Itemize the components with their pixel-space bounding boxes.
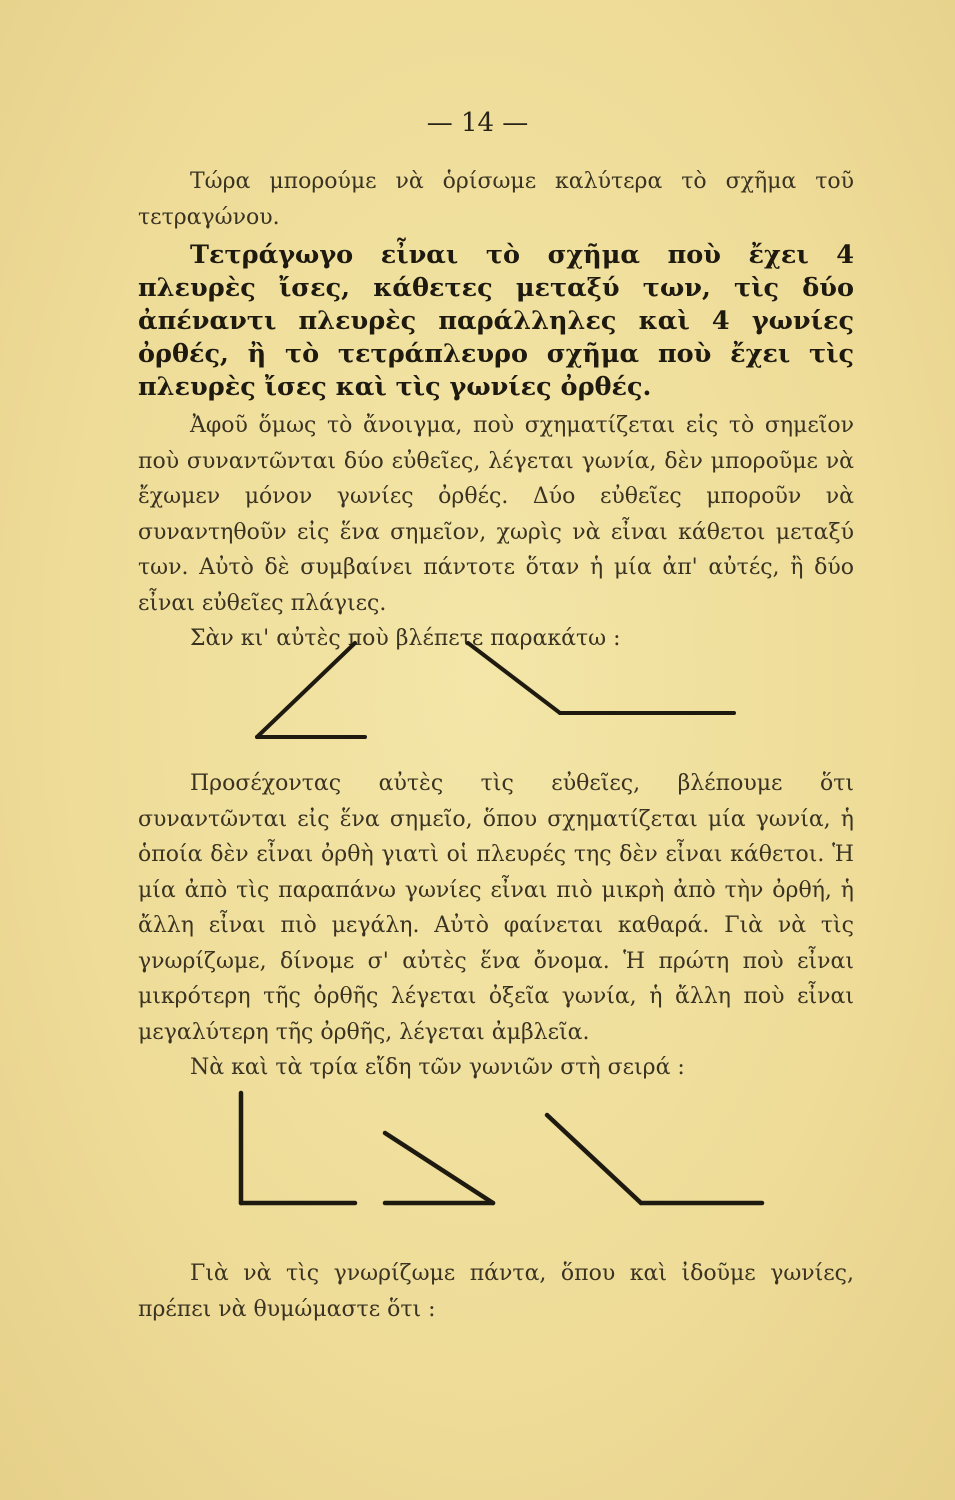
text-section-top — [138, 164, 854, 657]
text-section-middle — [138, 766, 854, 1086]
obtuse-angle-drawing-2 — [547, 1115, 762, 1203]
obtuse-angle-drawing — [468, 643, 734, 713]
lead-in-three-angles: Νὰ καὶ τὰ τρία εἴδη τῶν γωνιῶν στὴ σειρά : — [190, 1055, 685, 1080]
square-definition-paragraph: Τετράγωγο εἶναι τὸ σχῆμα ποὺ ἔχει 4 πλευρὲς ἴσες, κάθετες μεταξύ των, τὶς δύο ἀπέναντι πλευρὲς παράλληλες καὶ 4 γωνίες ὀρθές, ἢ τὸ τετράπλευρο σχῆμα ποὺ ἔχει τὶς πλευρὲς ἴσες καὶ τὶς γωνίες ὀρθές. — [138, 240, 854, 402]
intro-paragraph: Τώρα μπορούμε νὰ ὁρίσωμε καλύτερα τὸ σχῆμα τοῦ τετραγώνου. — [138, 169, 854, 230]
acute-angle-drawing-2 — [385, 1133, 493, 1203]
acute-angle-drawing — [257, 643, 365, 737]
text-section-bottom — [138, 1256, 854, 1327]
angle-explanation-paragraph: Ἀφοῦ ὅμως τὸ ἄνοιγμα, ποὺ σχηματίζεται εἰς τὸ σημεῖον ποὺ συναντῶνται δύο εὐθεῖες, λέγεται γωνία, δὲν μποροῦμε νὰ ἔχωμεν μόνον γωνίες ὀρθές. Δύο εὐθεῖες μποροῦν νὰ συναντηθοῦν εἰς ἕνα σημεῖον, χωρὶς νὰ εἶναι κάθετοι μεταξύ των. Αὐτὸ δὲ συμβαίνει πάντοτε ὅταν ἡ μία ἀπ' αὐτές, ἢ δύο εἶναι εὐθεῖες πλάγιες. — [138, 413, 854, 616]
lead-in-examples: Σὰν κι' αὐτὲς ποὺ βλέπετε παρακάτω : — [190, 626, 621, 651]
closing-paragraph: Γιὰ νὰ τὶς γνωρίζωμε πάντα, ὅπου καὶ ἰδοῦμε γωνίες, πρέπει νὰ θυμώμαστε ὅτι : — [138, 1261, 854, 1322]
observation-paragraph: Προσέχοντας αὐτὲς τὶς εὐθεῖες, βλέπουμε ὅτι συναντῶνται εἰς ἕνα σημεῖο, ὅπου σχηματίζεται μία γωνία, ἡ ὁποία δὲν εἶναι ὀρθὴ γιατὶ οἱ πλευρές της δὲν εἶναι κάθετοι. Ἡ μία ἀπὸ τὶς παραπάνω γωνίες εἶναι πιὸ μικρὴ ἀπὸ τὴν ὀρθή, ἡ ἄλλη εἶναι πιὸ μεγάλη. Αὐτὸ φαίνεται καθαρά. Γιὰ νὰ τὶς γνωρίζωμε, δίνομε σ' αὐτὲς ἕνα ὄνομα. Ἡ πρώτη ποὺ εἶναι μικρότερη τῆς ὀρθῆς λέγεται ὀξεῖα γωνία, ἡ ἄλλη ποὺ εἶναι μεγαλύτερη τῆς ὀρθῆς, λέγεται ἀμβλεῖα. — [138, 771, 854, 1045]
three-angle-types-figure — [225, 1085, 770, 1210]
page-number: — 14 — — [426, 108, 529, 138]
right-angle-drawing — [241, 1093, 355, 1203]
oblique-lines-figure — [250, 630, 750, 750]
